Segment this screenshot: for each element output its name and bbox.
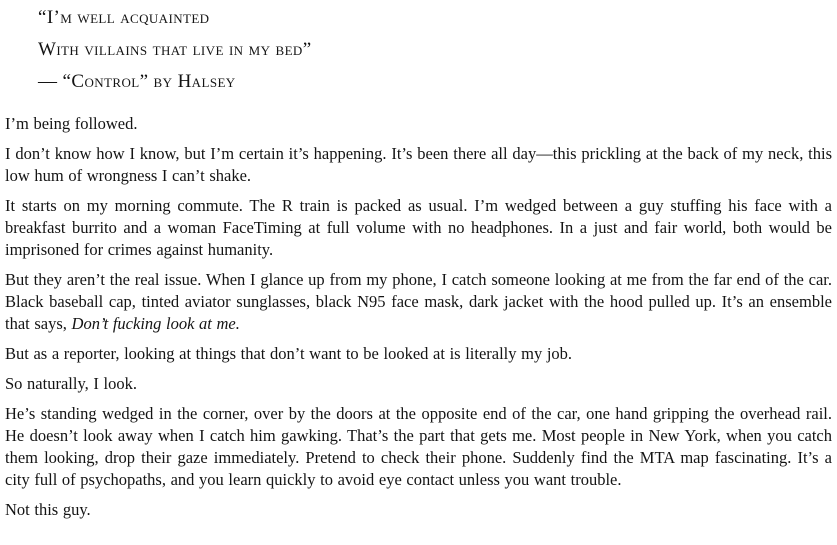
body-paragraph — [5, 195, 832, 261]
body-paragraph — [5, 373, 832, 395]
paragraph-text: So naturally, I look. — [5, 374, 137, 393]
chapter-body — [5, 113, 832, 521]
epigraph-line: “I’m well acquainted — [38, 7, 210, 28]
body-paragraph — [5, 113, 832, 135]
body-paragraph — [5, 269, 832, 335]
paragraph-text: Not this guy. — [5, 500, 91, 519]
epigraph-attribution: — “Control” by Halsey — [38, 71, 236, 92]
epigraph-line: With villains that live in my bed” — [38, 39, 312, 60]
paragraph-text: I don’t know how I know, but I’m certain it’s happening. It’s been there all day—this prickling at the back of my neck, this low hum of wrongness I can’t shake. — [5, 144, 832, 185]
body-paragraph — [5, 343, 832, 365]
paragraph-text: But they aren’t the real issue. When I glance up from my phone, I catch someone looking at me from the far end of the car. Black baseball cap, tinted aviator sunglasses, black N95 face mask, dark jacket with the hood pulled up. It’s an ensemble that says, — [5, 270, 832, 333]
body-paragraph — [5, 499, 832, 521]
paragraph-text: But as a reporter, looking at things that don’t want to be looked at is literally my job. — [5, 344, 573, 363]
body-paragraph — [5, 143, 832, 187]
epigraph — [38, 8, 832, 91]
paragraph-text: I’m being followed. — [5, 114, 138, 133]
body-paragraph — [5, 403, 832, 491]
paragraph-text: He’s standing wedged in the corner, over by the doors at the opposite end of the car, one hand gripping the overhead rail. He doesn’t look away when I catch him gawking. That’s the part that gets me. Most people in New York, when you catch them looking, drop their gaze immediately. Pretend to check their phone. Suddenly find the MTA map fascinating. It’s a city full of psychopaths, and you learn quickly to avoid eye contact unless you want trouble. — [5, 404, 832, 489]
emphasized-phrase: Don’t fucking look at me. — [71, 314, 240, 333]
paragraph-text: It starts on my morning commute. The R train is packed as usual. I’m wedged between a guy stuffing his face with a breakfast burrito and a woman FaceTiming at full volume with no headphones. In a just and fair world, both would be imprisoned for crimes against humanity. — [5, 196, 832, 259]
